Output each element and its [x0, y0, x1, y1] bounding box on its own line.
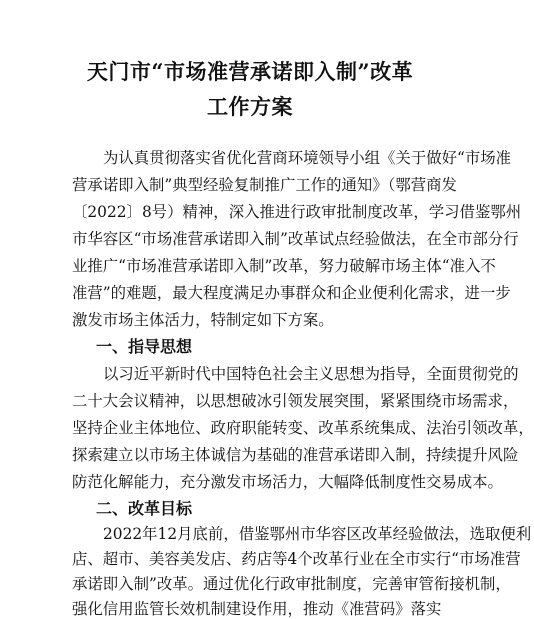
section1-line-5: 防范化解能力，充分激发市场活力，大幅降低制度性交易成本。	[72, 473, 503, 491]
intro-line-3: 〔2022〕8号）精神，深入推进行政审批制度改革，学习借鉴鄂州	[72, 203, 522, 221]
section2-line-3: 承诺即入制”改革。通过优化行政审批制度，完善审管衔接机制，	[72, 575, 511, 593]
intro-line-2: 营承诺即入制”典型经验复制推广工作的通知》（鄂营商发	[72, 176, 457, 194]
section1-line-4: 探索建立以市场主体诚信为基础的准营承诺即入制，持续提升风险	[72, 446, 519, 464]
section-heading-reform-goals: 二、改革目标	[96, 499, 193, 518]
section1-line-1: 以习近平新时代中国特色社会主义思想为指导，全面贯彻党的	[103, 365, 519, 383]
document-title-line-1: 天门市“市场准营承诺即入制”改革	[86, 59, 414, 84]
intro-line-1: 为认真贯彻落实省优化营商环境领导小组《关于做好“市场准	[103, 149, 512, 167]
section2-line-1: 2022年12月底前，借鉴鄂州市华容区改革经验做法，选取便利	[103, 525, 532, 543]
intro-line-7: 激发市场主体活力，特制定如下方案。	[72, 311, 334, 329]
section2-line-2: 店、超市、美容美发店、药店等4个改革行业在全市实行“市场准营	[72, 550, 521, 568]
section-heading-guiding-ideology: 一、指导思想	[96, 337, 193, 356]
document-title-line-2: 工作方案	[207, 94, 293, 119]
section1-line-2: 二十大会议精神，以思想破冰引领发展突围，紧紧围绕市场需求，	[72, 392, 519, 410]
intro-line-5: 业推广“市场准营承诺即入制”改革，努力破解市场主体“准入不	[72, 257, 496, 275]
section1-line-3: 坚持企业主体地位、政府职能转变、改革系统集成、法治引领改革，	[72, 419, 534, 437]
intro-line-4: 市华容区“市场准营承诺即入制”改革试点经验做法，在全市部分行	[72, 230, 519, 248]
intro-line-6: 准营”的难题，最大程度满足办事群众和企业便利化需求，进一步	[72, 284, 511, 302]
section2-line-4: 强化信用监管长效机制建设作用，推动《准营码》落实	[72, 600, 442, 618]
